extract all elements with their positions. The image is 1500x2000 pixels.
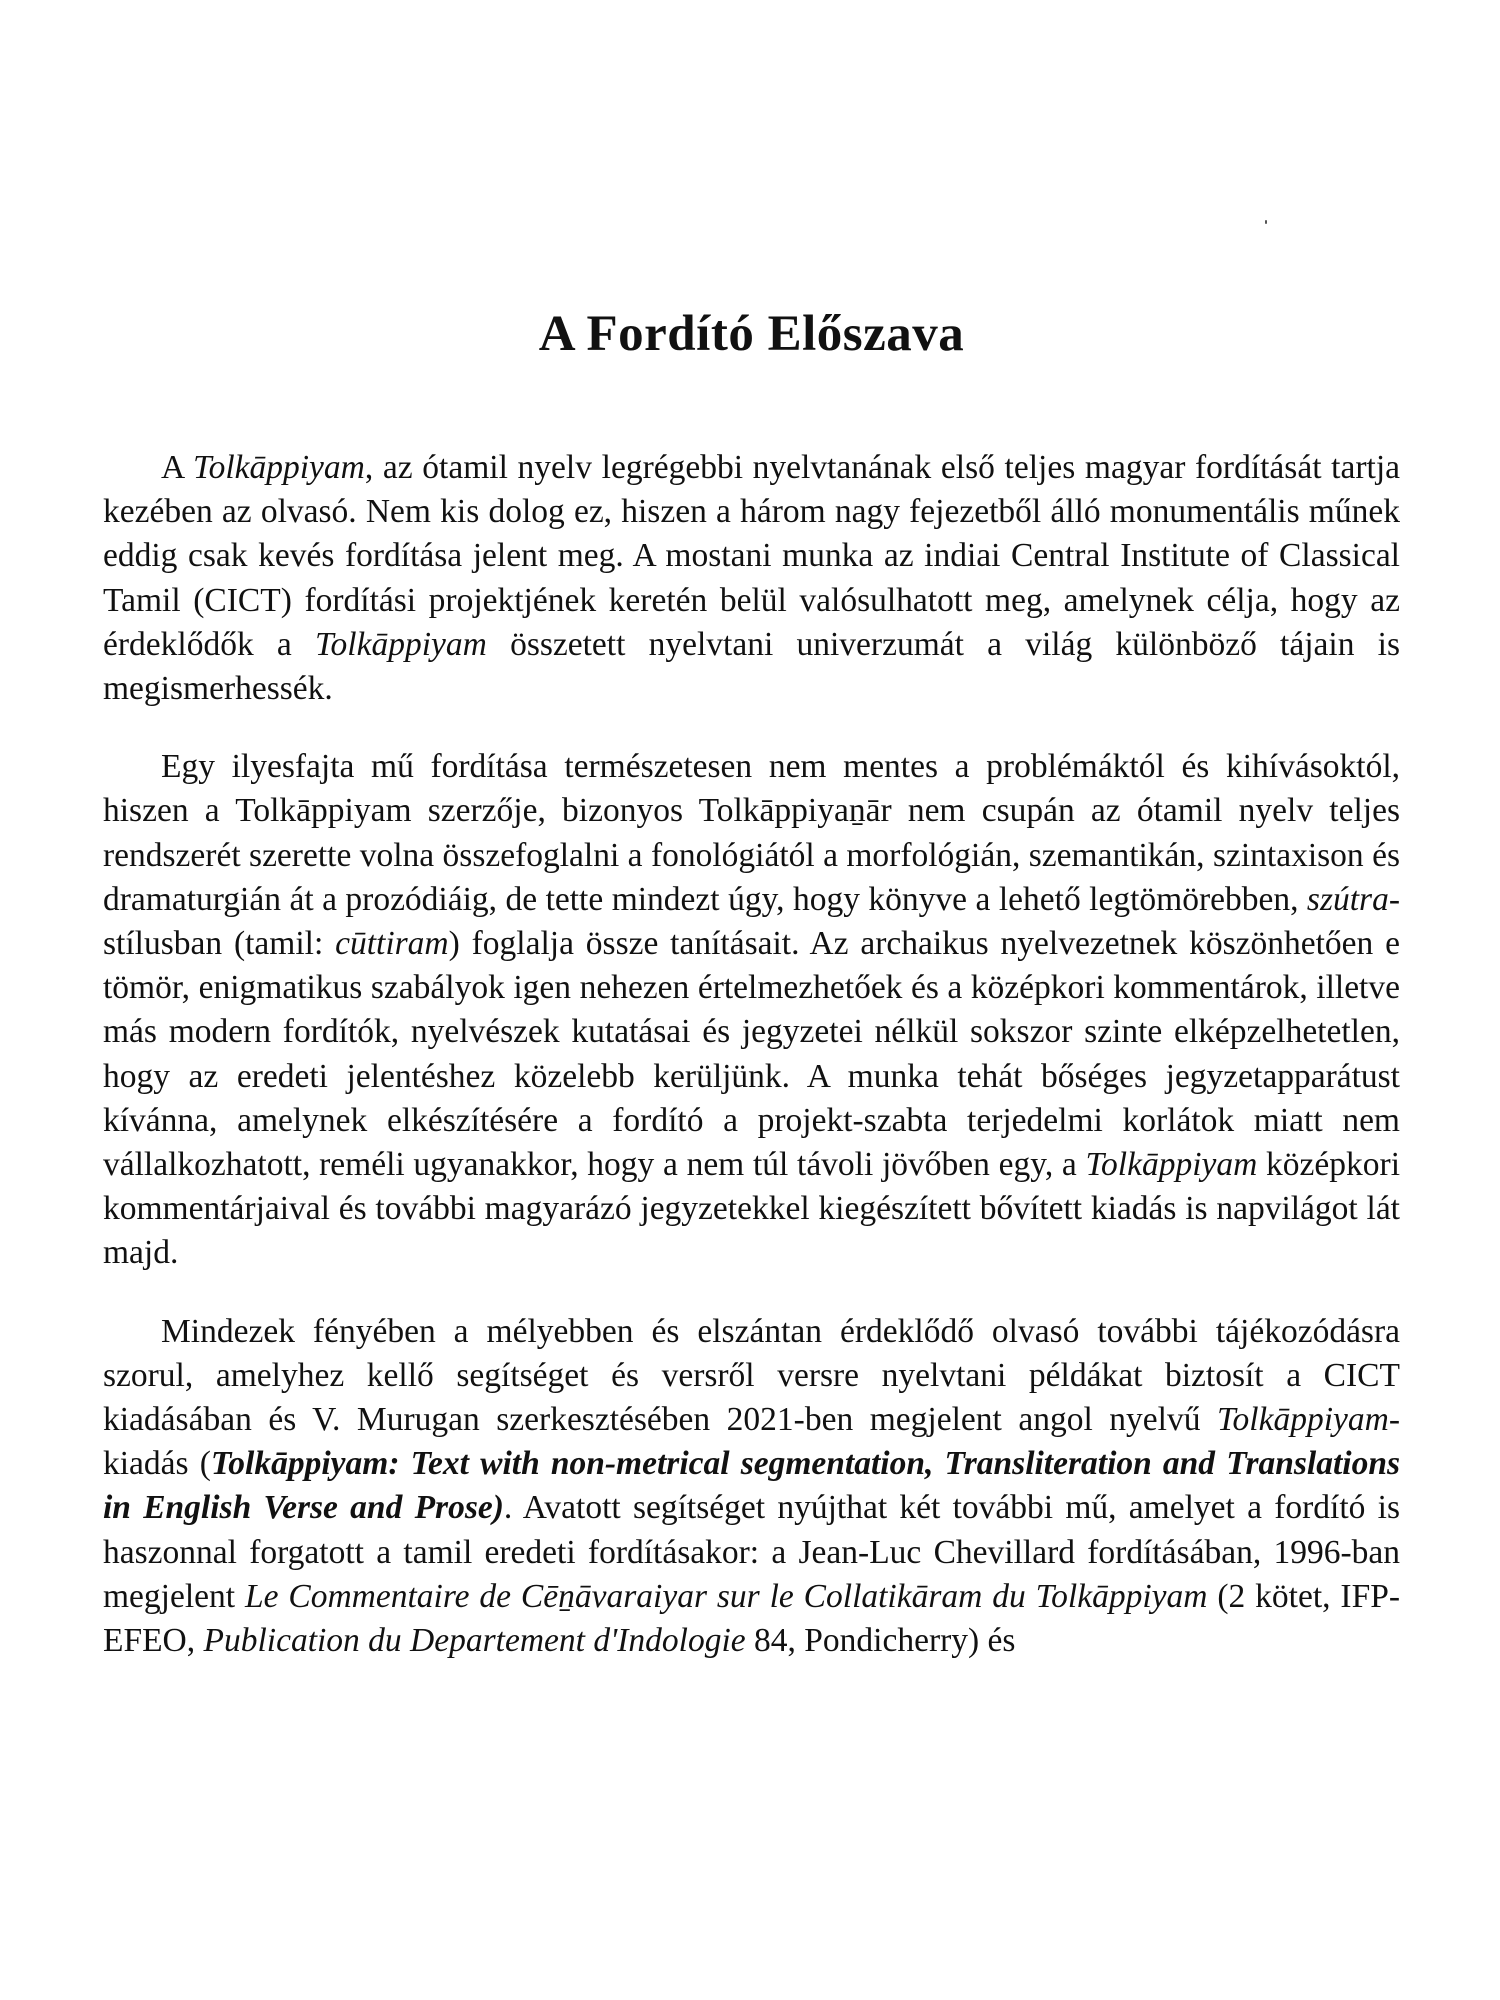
italic-text: Tolkāppiyam bbox=[1216, 1401, 1389, 1439]
text-run: (2 kötet, IFP-EFEO, bbox=[103, 1577, 1400, 1660]
scan-speck bbox=[1265, 220, 1267, 224]
italic-text: cūttiram bbox=[335, 925, 449, 963]
page-title: A Fordító Előszava bbox=[538, 306, 965, 362]
text-run: A bbox=[161, 449, 194, 486]
text-run: 84, Pondicherry) és bbox=[745, 1622, 1016, 1660]
text-run: -kiadás ( bbox=[103, 1401, 1400, 1483]
italic-text: Tolkāppiyam bbox=[1085, 1146, 1258, 1184]
paragraph bbox=[103, 1310, 1400, 1664]
paragraph bbox=[103, 446, 1400, 711]
italic-text: Tolkāppiyam: Text with non-metrical segmentation, Transliteration and Translations in English Verse and Prose) bbox=[103, 1445, 1400, 1527]
text-run: . Avatott segítséget nyújthat két további mű, amelyet a fordító is haszonnal forgatott a tamil eredeti fordításakor: a Jean-Luc Chevillard fordításában, 1996-ban megjelent bbox=[103, 1489, 1400, 1615]
italic-text: Tolkāppiyam bbox=[315, 625, 487, 663]
paragraph bbox=[103, 745, 1400, 1275]
text-run: ) foglalja össze tanításait. Az archaikus nyelvezetnek köszönhetően e tömör, enigmatikus szabályok igen nehezen értelmezhetőek és a középkori kommentárok, illetve más modern fordítók, nyelvészek kutatásai és jegyzetei nélkül sokszor szinte elképzelhetetlen, hogy az eredeti jelentéshez közelebb kerüljünk. A munka tehát bőséges jegyzetapparátust kívánna, amelynek elkészítésére a fordító a projekt-szabta terjedelmi korlátok miatt nem vállalkozhatott, reméli ugyanakkor, hogy a nem túl távoli jövőben egy, a bbox=[103, 925, 1401, 1184]
italic-text: Le Commentaire de Cēṉāvaraiyar sur le Collatikāram du Tolkāppiyam bbox=[244, 1577, 1208, 1615]
italic-text: szútra bbox=[1306, 880, 1389, 918]
italic-text: Publication du Departement d'Indologie bbox=[203, 1622, 746, 1660]
italic-text: Tolkāppiyam bbox=[193, 449, 365, 486]
text-run: összetett nyelvtani univerzumát a világ különböző tájain is megismerhessék. bbox=[103, 625, 1401, 708]
text-run: Egy ilyesfajta mű fordítása természetesen nem mentes a problémáktól és kihívásoktól, hiszen a Tolkāppiyam szerzője, bizonyos Tolkāppiyaṉār nem csupán az ótamil nyelv teljes rendszerét szerette volna összefoglalni a fonológiától a morfológián, szemantikán, szintaxison és dramaturgián át a prozódiáig, de tette mindezt úgy, hogy könyve a lehető legtömörebben, bbox=[103, 748, 1400, 918]
body-text bbox=[103, 446, 1400, 1663]
text-run: , az ótamil nyelv legrégebbi nyelvtanának első teljes magyar fordítását tartja kezében az olvasó. Nem kis dolog ez, hiszen a három nagy fejezetből álló monumentális műnek eddig csak kevés fordítása jelent meg. A mostani munka az indiai Central Institute of Classical Tamil (CICT) fordítási projektjének keretén belül valósulhatott meg, amelynek célja, hogy az érdeklődők a bbox=[103, 449, 1400, 663]
text-run: Mindezek fényében a mélyebben és elszántan érdeklődő olvasó további tájékozódásra szorul, amelyhez kellő segítséget és versről versre nyelvtani példákat biztosít a CICT kiadásában és V. Murugan szerkesztésében 2021-ben megjelent angol nyelvű bbox=[103, 1312, 1400, 1439]
text-run: -stílusban (tamil: bbox=[103, 880, 1400, 963]
text-run: középkori kommentárjaival és további magyarázó jegyzetekkel kiegészített bővített kiadás is napvilágot lát majd. bbox=[103, 1146, 1400, 1272]
